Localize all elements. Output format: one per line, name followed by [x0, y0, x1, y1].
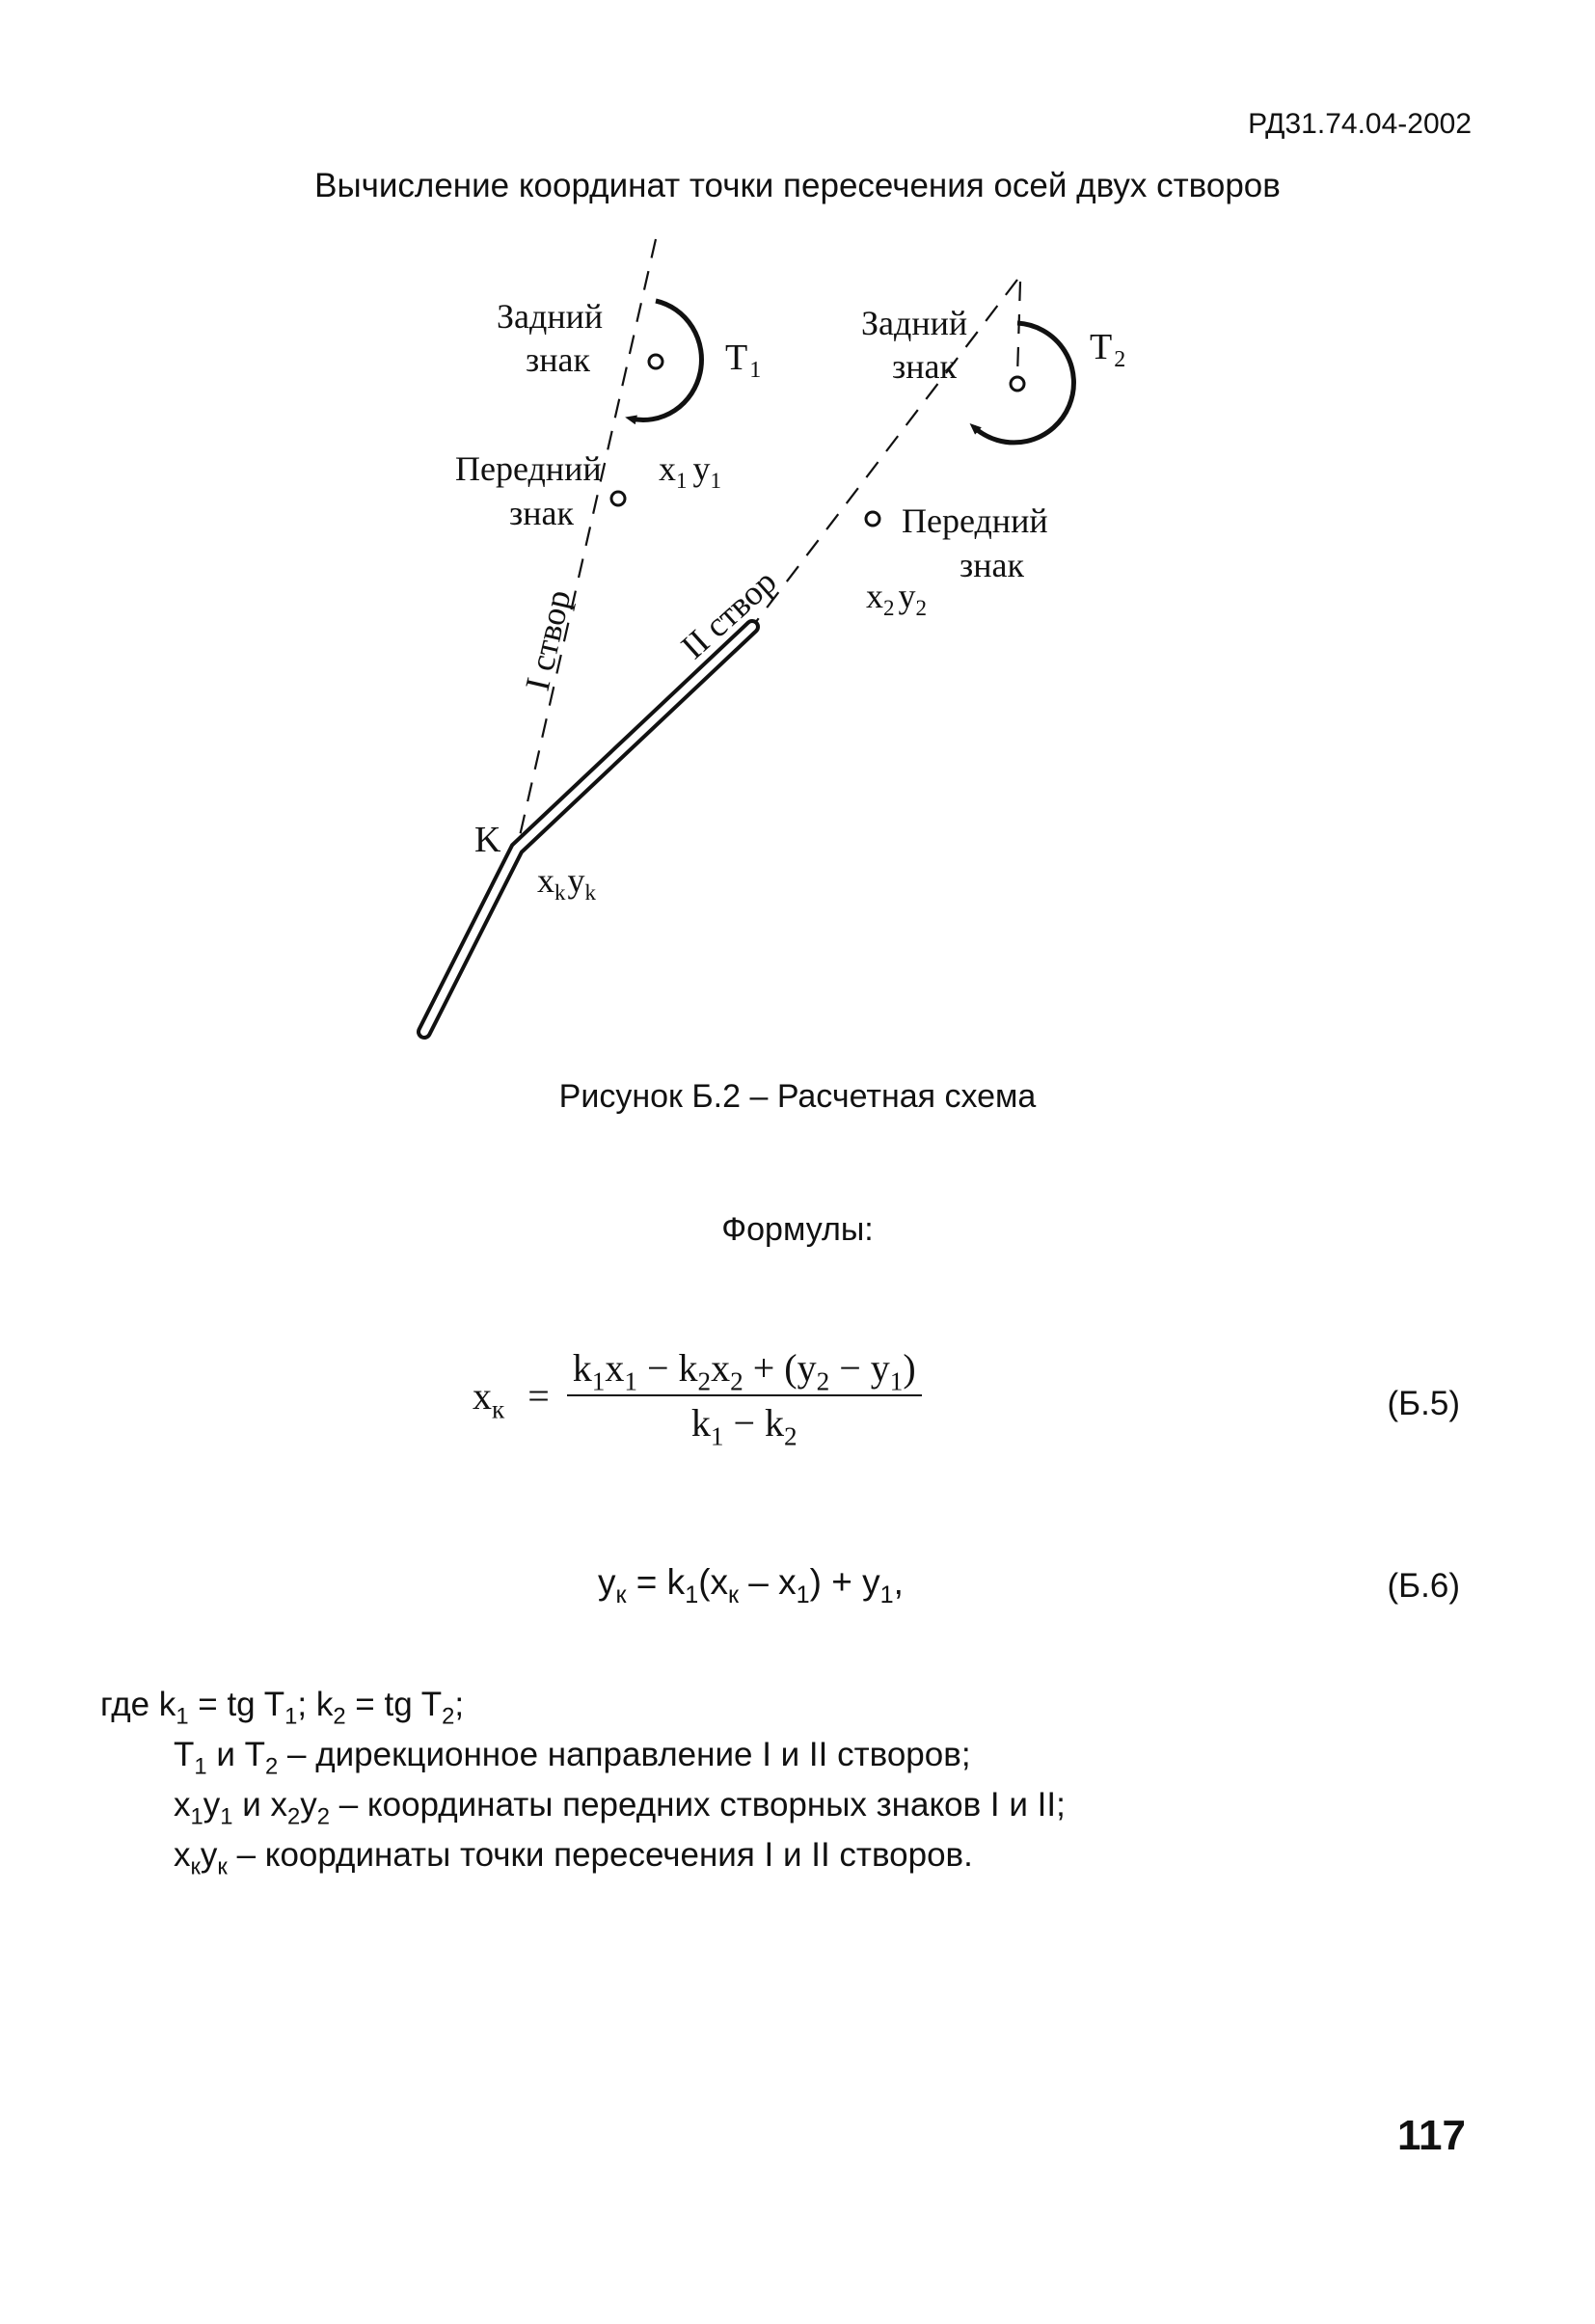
- page-title: Вычисление координат точки пересечения осей двух створов: [314, 167, 1281, 204]
- rear-sign-1-label-line2: знак: [526, 340, 590, 379]
- figure-caption: Рисунок Б.2 – Расчетная схема: [558, 1078, 1037, 1115]
- front-sign-1-label-line2: знак: [509, 494, 574, 532]
- legend-line-2: $T_1$ и $T_2$ – дирекционное направление I и II створов;: [174, 1736, 971, 1780]
- formula-b6: $y_к = k_1(x_к - x_1) + y_1$,: [598, 1562, 904, 1608]
- t1-label: $T_1$: [725, 338, 762, 383]
- channel-route: [424, 627, 752, 1032]
- document-code: РД31.74.04-2002: [1248, 108, 1472, 140]
- rear-sign-2-label-line1: Задний: [861, 304, 968, 342]
- legend-line-3: $x_1y_1$ и $x_2y_2$ – координаты передних створных знаков I и II;: [174, 1786, 1066, 1830]
- range2-label: II створ: [673, 561, 784, 666]
- front-sign-1-coords: $x_1$ $y_1$: [659, 449, 721, 493]
- front-sign-1-marker: [611, 492, 625, 505]
- intersection-point-label: K: [474, 820, 501, 860]
- formula-b5-fraction: [567, 1345, 922, 1451]
- formula-b5-numerator: $k_1x_1 - k_2x_2 + (y_2 - y_1)$: [567, 1345, 922, 1396]
- intersection-coords: $x_ky_k$: [537, 861, 596, 905]
- formula-b5: [473, 1345, 922, 1451]
- rear-sign-1-marker: [649, 355, 662, 368]
- rear-sign-2-label-line2: знак: [892, 347, 957, 386]
- page-number: 117: [1397, 2112, 1466, 2159]
- formula-b5-number: (Б.5): [1387, 1385, 1460, 1422]
- front-sign-2-coords: $x_2$ $y_2$: [866, 577, 927, 620]
- formula-b5-eq: =: [527, 1373, 550, 1418]
- legend-line-4: $x_кy_к$ – координаты точки пересечения I и II створов.: [174, 1836, 973, 1880]
- legend-line-1: где $k_1$ = tg $T_1$; $k_2$ = tg $T_2$;: [100, 1686, 465, 1730]
- front-sign-1-label-line1: Передний: [455, 449, 602, 488]
- formula-b5-denominator: $k_1 - k_2$: [690, 1401, 798, 1451]
- formula-b5-lhs: $x_к$: [473, 1373, 505, 1424]
- front-sign-2-marker: [866, 512, 879, 526]
- north-reference-line: [1017, 282, 1020, 376]
- range1-label: I створ: [517, 586, 579, 694]
- front-sign-2-label-line1: Передний: [902, 501, 1048, 540]
- formula-b6-number: (Б.6): [1387, 1567, 1460, 1605]
- formulas-heading: Формулы:: [721, 1211, 874, 1248]
- calculation-diagram: [0, 0, 1595, 1061]
- direction-arc-t1: [631, 301, 701, 419]
- rear-sign-1-label-line1: Задний: [497, 297, 604, 336]
- t2-label: $T_2$: [1090, 327, 1126, 372]
- rear-sign-2-marker: [1011, 377, 1024, 391]
- front-sign-2-label-line2: знак: [960, 546, 1024, 584]
